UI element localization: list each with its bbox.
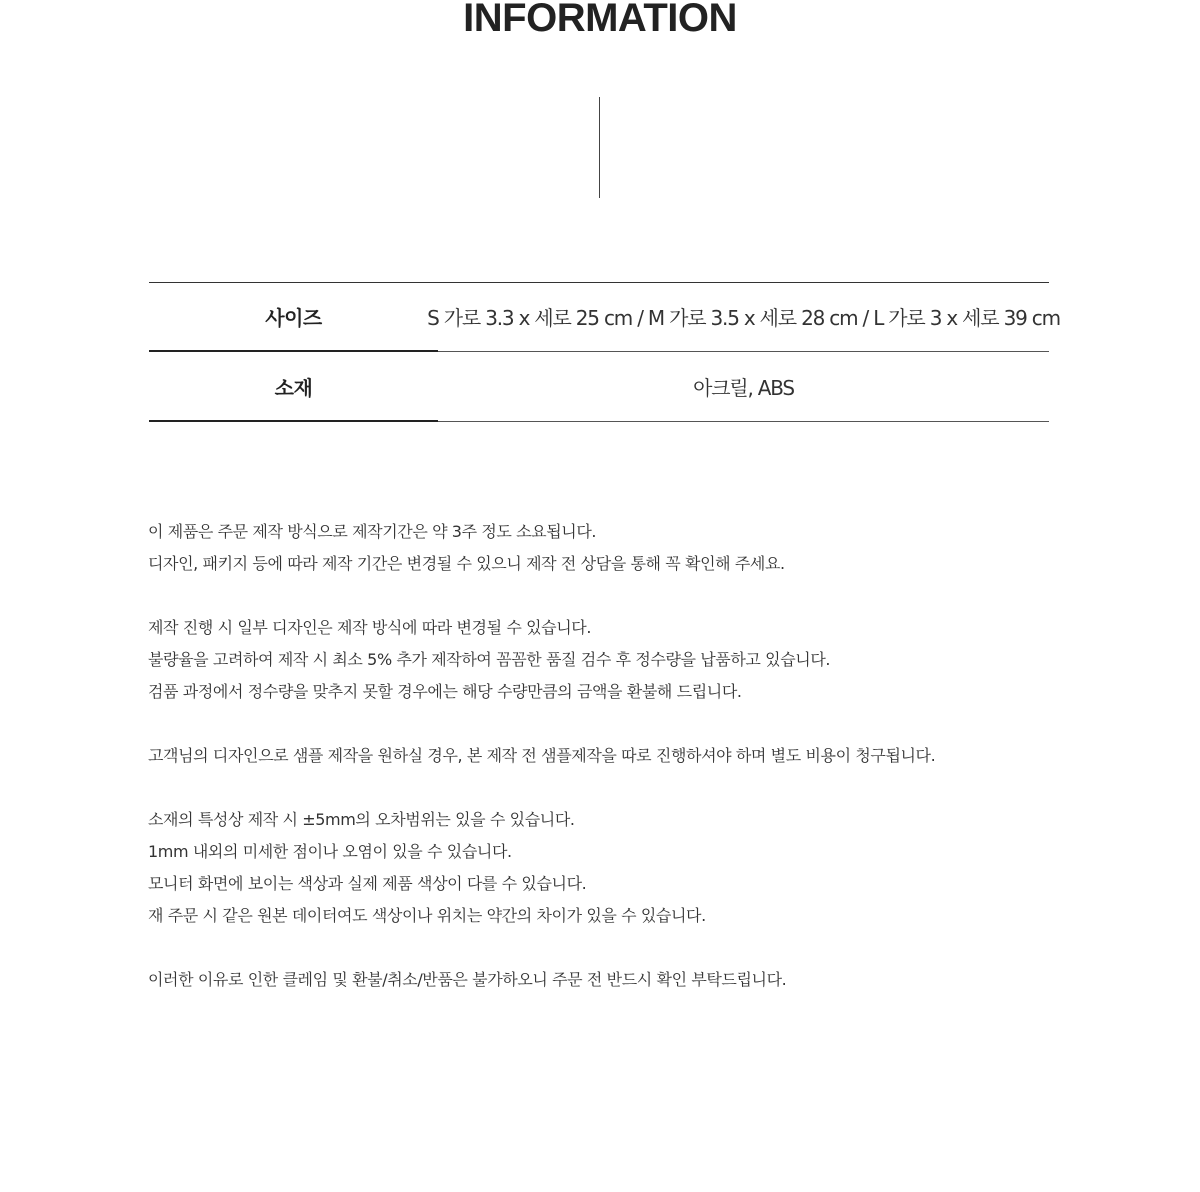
page-title: INFORMATION: [463, 0, 737, 40]
note-line: 고객님의 디자인으로 샘플 제작을 원하실 경우, 본 제작 전 샘플제작을 따로 진행하셔야 하며 별도 비용이 청구됩니다.: [148, 746, 936, 765]
note-line: 모니터 화면에 보이는 색상과 실제 제품 색상이 다를 수 있습니다.: [148, 874, 587, 893]
size-value: S 가로 3.3 x 세로 25 cm / M 가로 3.5 x 세로 28 cm / L 가로 3 x 세로 39 cm: [438, 282, 1049, 352]
note-line: 이러한 이유로 인한 클레임 및 환불/취소/반품은 불가하오니 주문 전 반드시 확인 부탁드립니다.: [148, 970, 787, 989]
table-row-size: [149, 282, 1060, 352]
notes-section: [148, 516, 1048, 996]
note-line: 소재의 특성상 제작 시 ±5mm의 오차범위는 있을 수 있습니다.: [148, 810, 575, 829]
vertical-divider: [599, 97, 600, 198]
material-value: 아크릴, ABS: [438, 352, 1049, 422]
note-line: 디자인, 패키지 등에 따라 제작 기간은 변경될 수 있으니 제작 전 상담을 통해 꼭 확인해 주세요.: [148, 554, 785, 573]
note-spacer: [148, 580, 1048, 612]
note-line: 불량율을 고려하여 제작 시 최소 5% 추가 제작하여 꼼꼼한 품질 검수 후 정수량을 납품하고 있습니다.: [148, 650, 831, 669]
note-line: 재 주문 시 같은 원본 데이터여도 색상이나 위치는 약간의 차이가 있을 수 있습니다.: [148, 906, 706, 925]
note-spacer: [148, 772, 1048, 804]
note-spacer: [148, 932, 1048, 964]
info-table: [149, 282, 1060, 422]
note-line: 1mm 내외의 미세한 점이나 오염이 있을 수 있습니다.: [148, 842, 512, 861]
size-label: 사이즈: [149, 282, 438, 352]
note-line: 이 제품은 주문 제작 방식으로 제작기간은 약 3주 정도 소요됩니다.: [148, 522, 597, 541]
material-label: 소재: [149, 352, 438, 422]
table-row-material: [149, 352, 1049, 422]
note-line: 검품 과정에서 정수량을 맞추지 못할 경우에는 해당 수량만큼의 금액을 환불해 드립니다.: [148, 682, 742, 701]
note-line: 제작 진행 시 일부 디자인은 제작 방식에 따라 변경될 수 있습니다.: [148, 618, 592, 637]
note-spacer: [148, 708, 1048, 740]
